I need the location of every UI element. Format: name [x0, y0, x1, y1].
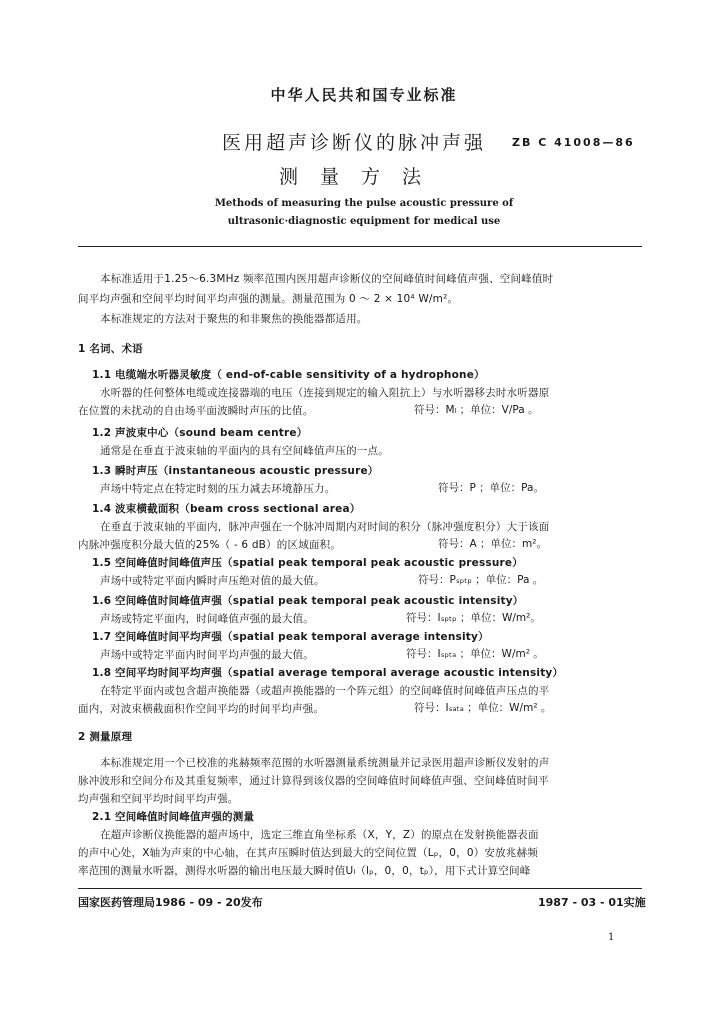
- intro-line: 间平均声强和空间平均时间平均声强的测量。测量范围为 0 ～ 2 × 10⁴ W/m²。: [78, 293, 459, 305]
- term-symbol: 符号：A ；单位：m²。: [438, 538, 547, 550]
- header-divider: [78, 246, 642, 247]
- ministry-heading: 中华人民共和国专业标准: [270, 86, 458, 104]
- term-definition: 在特定平面内或包含超声换能器（或超声换能器的一个阵元组）的空间峰值时间峰值声压点的平: [100, 685, 550, 697]
- english-title-line1: Methods of measuring the pulse acoustic pressure of: [214, 198, 514, 209]
- issue-date: 国家医药管理局1986 - 09 - 20发布: [78, 896, 263, 909]
- term-symbol: 符号：Mₗ ；单位：V/Pa 。: [414, 404, 539, 416]
- term-definition: 内脉冲强度积分最大值的25%（ - 6 dB）的区域面积。: [78, 539, 341, 551]
- term-title: 1.5 空间峰值时间峰值声压（spatial peak temporal peak acoustic pressure）: [92, 557, 523, 569]
- term-definition: 水听器的任何整体电缆或连接器端的电压（连接到规定的输入阻抗上）与水听器移去时水听器原: [100, 387, 550, 399]
- term-title: 1.2 声波束中心（sound beam centre）: [92, 427, 308, 439]
- term-symbol: 符号：Iₛₚₜₐ ；单位：W/m² 。: [406, 648, 544, 660]
- footer-divider: [78, 888, 642, 889]
- term-symbol: 符号：Iₛₚₜₚ ；单位：W/m²。: [406, 612, 541, 624]
- intro-line: 本标准规定的方法对于聚焦的和非聚焦的换能器都适用。: [100, 313, 368, 325]
- subsection-title: 2.1 空间峰值时间峰值声强的测量: [92, 811, 255, 823]
- section-heading: 2 测量原理: [78, 731, 133, 743]
- term-definition: 声场中特定点在特定时刻的压力减去环境静压力。: [100, 483, 336, 495]
- term-definition: 在位置的未扰动的自由场平面波瞬时声压的比值。: [78, 405, 314, 417]
- section-heading: 1 名词、术语: [78, 343, 143, 355]
- term-definition: 声场中或特定平面内瞬时声压绝对值的最大值。: [100, 575, 325, 587]
- term-title: 1.3 瞬时声压（instantaneous acoustic pressure）: [92, 465, 379, 477]
- body-line: 率范围的测量水听器，测得水听器的输出电压最大瞬时值Uₗ（lₚ，0，0，tₚ），用下式计算空间峰: [78, 865, 531, 877]
- term-title: 1.4 波束横截面积（beam cross sectional area）: [92, 503, 361, 515]
- standard-number: ZB C 41008—86: [512, 136, 635, 149]
- term-definition: 声场或特定平面内，时间峰值声强的最大值。: [100, 613, 314, 625]
- term-title: 1.6 空间峰值时间峰值声强（spatial peak temporal peak acoustic intensity）: [92, 595, 524, 607]
- term-title: 1.7 空间峰值时间平均声强（spatial peak temporal average intensity）: [92, 631, 489, 643]
- term-symbol: 符号：Pₛₚₜₚ ；单位：Pa 。: [418, 574, 544, 586]
- body-line: 脉冲波形和空间分布及其重复频率，通过计算得到该仪器的空间峰值时间峰值声强、空间峰值时间平: [78, 775, 549, 787]
- term-definition: 声场中或特定平面内时间平均声强的最大值。: [100, 649, 314, 661]
- document-title-line2: 测 量 方 法: [278, 166, 430, 188]
- term-definition: 通常是在垂直于波束轴的平面内的具有空间峰值声压的一点。: [100, 445, 389, 457]
- body-line: 本标准规定用一个已校准的兆赫频率范围的水听器测量系统测量并记录医用超声诊断仪发射的声: [100, 757, 550, 769]
- term-symbol: 符号：Iₛₐₜₐ ；单位：W/m² 。: [414, 702, 552, 714]
- effective-date: 1987 - 03 - 01实施: [538, 896, 646, 909]
- document-title: 医用超声诊断仪的脉冲声强: [221, 132, 486, 154]
- term-title: 1.1 电缆端水听器灵敏度（ end-of-cable sensitivity of a hydrophone）: [92, 369, 485, 381]
- term-definition: 面内，对波束横截面积作空间平均的时间平均声强。: [78, 703, 325, 715]
- term-title: 1.8 空间平均时间平均声强（spatial average temporal average acoustic intensity）: [92, 667, 564, 679]
- body-line: 在超声诊断仪换能器的超声场中，选定三维直角坐标系（X，Y，Z）的原点在发射换能器表面: [100, 829, 539, 841]
- term-symbol: 符号：P ；单位：Pa。: [438, 482, 544, 494]
- term-definition: 在垂直于波束轴的平面内，脉冲声强在一个脉冲周期内对时间的积分（脉冲强度积分）大于该面: [100, 521, 550, 533]
- page-number: 1: [608, 932, 615, 943]
- intro-line: 本标准适用于1.25～6.3MHz 频率范围内医用超声诊断仪的空间峰值时间峰值声强、空间峰值时: [100, 273, 554, 285]
- body-line: 均声强和空间平均时间平均声强。: [78, 793, 239, 805]
- body-line: 的声中心处，X轴为声束的中心轴，在其声压瞬时值达到最大的空间位置（Lₚ，0，0）安放兆赫频: [78, 847, 538, 859]
- english-title-line2: ultrasonic·diagnostic equipment for medical use: [227, 216, 501, 227]
